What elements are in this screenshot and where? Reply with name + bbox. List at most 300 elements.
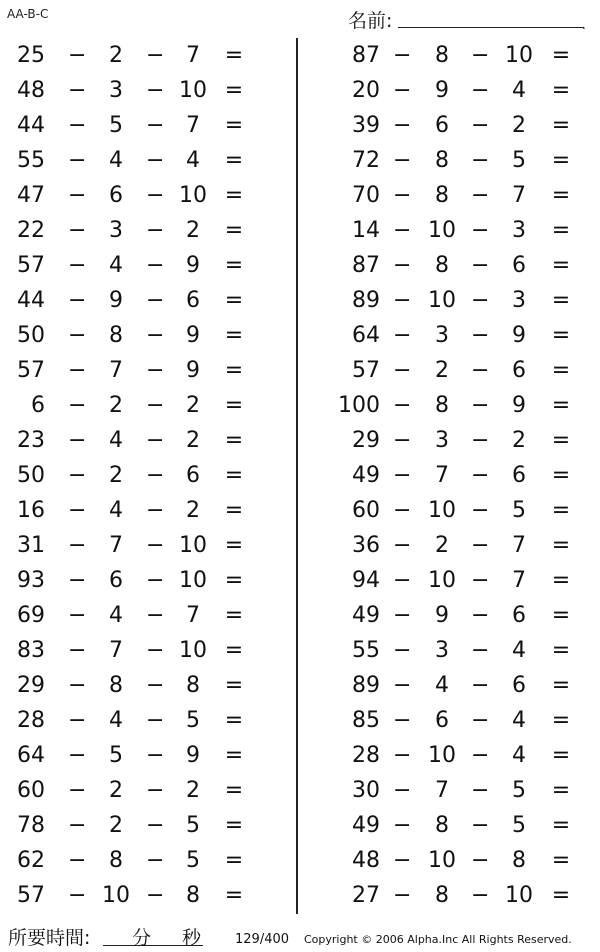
- minus-sign-1: −: [68, 253, 87, 278]
- third-number: 3: [512, 288, 526, 313]
- equals-sign: =: [551, 533, 571, 558]
- second-number: 2: [435, 358, 449, 383]
- first-number: 28: [17, 708, 45, 733]
- equals-sign: =: [224, 848, 244, 873]
- equals-sign: =: [551, 603, 571, 628]
- minus-sign-2: −: [146, 428, 165, 453]
- first-number: 29: [17, 673, 45, 698]
- second-number: 4: [109, 428, 123, 453]
- third-number: 6: [512, 253, 526, 278]
- first-number: 64: [352, 323, 380, 348]
- first-number: 55: [17, 148, 45, 173]
- first-number: 48: [352, 848, 380, 873]
- third-number: 6: [512, 673, 526, 698]
- name-field-line: [398, 27, 584, 28]
- equals-sign: =: [224, 288, 244, 313]
- second-number: 4: [435, 673, 449, 698]
- minus-sign-2: −: [471, 638, 490, 663]
- first-number: 62: [17, 848, 45, 873]
- second-number: 7: [435, 778, 449, 803]
- minus-sign-2: −: [471, 358, 490, 383]
- third-number: 6: [512, 603, 526, 628]
- third-number: 9: [186, 358, 200, 383]
- time-taken-label: 所要時間:: [8, 927, 91, 949]
- equals-sign: =: [224, 603, 244, 628]
- equals-sign: =: [551, 743, 571, 768]
- minus-sign-2: −: [471, 183, 490, 208]
- second-number: 8: [435, 183, 449, 208]
- second-number: 2: [435, 533, 449, 558]
- minus-sign-1: −: [68, 218, 87, 243]
- minus-sign-1: −: [68, 78, 87, 103]
- first-number: 22: [17, 218, 45, 243]
- first-number: 30: [352, 778, 380, 803]
- third-number: 2: [512, 428, 526, 453]
- second-number: 2: [109, 393, 123, 418]
- second-number: 7: [109, 533, 123, 558]
- second-number: 8: [109, 323, 123, 348]
- second-number: 9: [109, 288, 123, 313]
- equals-sign: =: [551, 813, 571, 838]
- minus-sign-1: −: [68, 568, 87, 593]
- minus-sign-1: −: [68, 638, 87, 663]
- first-number: 89: [352, 288, 380, 313]
- minus-sign-2: −: [471, 428, 490, 453]
- equals-sign: =: [551, 673, 571, 698]
- name-end-dot: .: [582, 18, 586, 32]
- minus-sign-1: −: [393, 778, 412, 803]
- second-number: 3: [109, 78, 123, 103]
- minus-sign-2: −: [146, 708, 165, 733]
- minus-sign-1: −: [68, 463, 87, 488]
- minus-sign-2: −: [146, 533, 165, 558]
- first-number: 39: [352, 113, 380, 138]
- second-number: 8: [109, 673, 123, 698]
- equals-sign: =: [224, 393, 244, 418]
- minus-sign-2: −: [471, 323, 490, 348]
- third-number: 6: [512, 358, 526, 383]
- third-number: 4: [512, 78, 526, 103]
- minus-sign-2: −: [471, 848, 490, 873]
- second-number: 8: [435, 148, 449, 173]
- equals-sign: =: [224, 673, 244, 698]
- second-number: 4: [109, 148, 123, 173]
- minus-sign-1: −: [393, 428, 412, 453]
- minus-sign-2: −: [471, 253, 490, 278]
- first-number: 100: [338, 393, 380, 418]
- third-number: 2: [186, 778, 200, 803]
- minus-sign-1: −: [393, 288, 412, 313]
- third-number: 2: [186, 498, 200, 523]
- third-number: 9: [186, 323, 200, 348]
- first-number: 14: [352, 218, 380, 243]
- second-number: 8: [435, 813, 449, 838]
- second-number: 2: [109, 43, 123, 68]
- first-number: 20: [352, 78, 380, 103]
- second-number: 10: [428, 498, 456, 523]
- minus-sign-2: −: [471, 463, 490, 488]
- first-number: 50: [17, 323, 45, 348]
- minus-sign-1: −: [393, 743, 412, 768]
- third-number: 5: [512, 778, 526, 803]
- first-number: 94: [352, 568, 380, 593]
- second-number: 8: [435, 43, 449, 68]
- minus-sign-1: −: [393, 813, 412, 838]
- second-number: 5: [109, 743, 123, 768]
- third-number: 7: [512, 183, 526, 208]
- first-number: 72: [352, 148, 380, 173]
- third-number: 2: [512, 113, 526, 138]
- second-number: 4: [109, 708, 123, 733]
- first-number: 47: [17, 183, 45, 208]
- equals-sign: =: [224, 218, 244, 243]
- second-number: 2: [109, 463, 123, 488]
- minus-sign-1: −: [68, 673, 87, 698]
- equals-sign: =: [224, 708, 244, 733]
- first-number: 25: [17, 43, 45, 68]
- first-number: 57: [352, 358, 380, 383]
- equals-sign: =: [551, 183, 571, 208]
- minus-sign-1: −: [393, 253, 412, 278]
- second-number: 10: [102, 883, 130, 908]
- second-number: 7: [109, 358, 123, 383]
- first-number: 6: [31, 393, 45, 418]
- minus-sign-2: −: [146, 113, 165, 138]
- equals-sign: =: [224, 148, 244, 173]
- minus-sign-2: −: [471, 43, 490, 68]
- third-number: 7: [186, 43, 200, 68]
- second-number: 8: [435, 253, 449, 278]
- second-number: 8: [435, 393, 449, 418]
- second-number: 3: [435, 638, 449, 663]
- page-number: 129/400: [235, 932, 290, 947]
- third-number: 7: [186, 113, 200, 138]
- minus-sign-2: −: [146, 673, 165, 698]
- minus-sign-1: −: [68, 743, 87, 768]
- equals-sign: =: [224, 43, 244, 68]
- equals-sign: =: [224, 113, 244, 138]
- minus-sign-1: −: [393, 218, 412, 243]
- second-number: 7: [435, 463, 449, 488]
- second-number: 3: [435, 323, 449, 348]
- minus-sign-1: −: [68, 813, 87, 838]
- minus-sign-2: −: [146, 568, 165, 593]
- second-number: 9: [435, 78, 449, 103]
- third-number: 10: [179, 183, 207, 208]
- equals-sign: =: [551, 463, 571, 488]
- minus-sign-2: −: [471, 568, 490, 593]
- third-number: 7: [512, 568, 526, 593]
- third-number: 5: [186, 708, 200, 733]
- minus-sign-1: −: [393, 603, 412, 628]
- first-number: 44: [17, 113, 45, 138]
- first-number: 55: [352, 638, 380, 663]
- minus-sign-1: −: [68, 43, 87, 68]
- second-number: 6: [435, 708, 449, 733]
- minus-sign-1: −: [68, 498, 87, 523]
- second-number: 6: [109, 568, 123, 593]
- minus-sign-2: −: [146, 358, 165, 383]
- minus-sign-2: −: [471, 533, 490, 558]
- equals-sign: =: [224, 778, 244, 803]
- third-number: 5: [186, 813, 200, 838]
- minus-sign-2: −: [471, 148, 490, 173]
- third-number: 10: [179, 568, 207, 593]
- second-number: 2: [109, 778, 123, 803]
- first-number: 83: [17, 638, 45, 663]
- third-number: 5: [186, 848, 200, 873]
- minus-sign-2: −: [471, 813, 490, 838]
- minus-sign-1: −: [68, 533, 87, 558]
- first-number: 27: [352, 883, 380, 908]
- name-label: 名前:: [348, 10, 393, 32]
- minus-sign-2: −: [471, 218, 490, 243]
- minus-sign-1: −: [68, 848, 87, 873]
- minus-sign-2: −: [146, 813, 165, 838]
- second-number: 6: [435, 113, 449, 138]
- minus-sign-1: −: [68, 183, 87, 208]
- equals-sign: =: [224, 183, 244, 208]
- minus-sign-2: −: [146, 288, 165, 313]
- minus-sign-2: −: [471, 743, 490, 768]
- third-number: 2: [186, 393, 200, 418]
- equals-sign: =: [551, 498, 571, 523]
- minus-sign-1: −: [68, 288, 87, 313]
- second-number: 10: [428, 568, 456, 593]
- equals-sign: =: [551, 113, 571, 138]
- minus-sign-2: −: [146, 603, 165, 628]
- second-number: 4: [109, 253, 123, 278]
- first-number: 93: [17, 568, 45, 593]
- minus-sign-2: −: [471, 778, 490, 803]
- minus-sign-1: −: [68, 778, 87, 803]
- third-number: 9: [186, 253, 200, 278]
- third-number: 4: [512, 708, 526, 733]
- worksheet-code: AA-B-C: [7, 7, 49, 21]
- minus-sign-1: −: [393, 358, 412, 383]
- first-number: 16: [17, 498, 45, 523]
- third-number: 5: [512, 148, 526, 173]
- minus-sign-1: −: [393, 113, 412, 138]
- second-number: 10: [428, 848, 456, 873]
- first-number: 44: [17, 288, 45, 313]
- equals-sign: =: [551, 883, 571, 908]
- first-number: 29: [352, 428, 380, 453]
- minus-sign-2: −: [471, 603, 490, 628]
- equals-sign: =: [224, 78, 244, 103]
- equals-sign: =: [551, 358, 571, 383]
- minus-sign-1: −: [68, 323, 87, 348]
- first-number: 85: [352, 708, 380, 733]
- minus-sign-2: −: [471, 393, 490, 418]
- third-number: 4: [186, 148, 200, 173]
- minus-sign-2: −: [146, 848, 165, 873]
- third-number: 4: [512, 638, 526, 663]
- first-number: 87: [352, 253, 380, 278]
- minus-sign-2: −: [146, 778, 165, 803]
- equals-sign: =: [224, 463, 244, 488]
- minus-sign-2: −: [146, 78, 165, 103]
- minus-sign-1: −: [68, 603, 87, 628]
- equals-sign: =: [551, 778, 571, 803]
- second-number: 10: [428, 288, 456, 313]
- first-number: 49: [352, 463, 380, 488]
- first-number: 64: [17, 743, 45, 768]
- first-number: 57: [17, 253, 45, 278]
- first-number: 69: [17, 603, 45, 628]
- equals-sign: =: [551, 218, 571, 243]
- first-number: 50: [17, 463, 45, 488]
- third-number: 4: [512, 743, 526, 768]
- second-number: 5: [109, 113, 123, 138]
- equals-sign: =: [551, 848, 571, 873]
- minus-sign-1: −: [393, 323, 412, 348]
- third-number: 9: [512, 323, 526, 348]
- first-number: 78: [17, 813, 45, 838]
- minus-sign-2: −: [471, 708, 490, 733]
- minus-sign-2: −: [471, 113, 490, 138]
- minus-sign-2: −: [146, 148, 165, 173]
- equals-sign: =: [551, 638, 571, 663]
- minus-sign-1: −: [68, 393, 87, 418]
- column-divider: [296, 38, 298, 914]
- first-number: 70: [352, 183, 380, 208]
- second-number: 10: [428, 743, 456, 768]
- equals-sign: =: [551, 428, 571, 453]
- first-number: 48: [17, 78, 45, 103]
- minus-sign-1: −: [393, 498, 412, 523]
- minus-sign-1: −: [393, 183, 412, 208]
- second-number: 6: [109, 183, 123, 208]
- minus-sign-1: −: [68, 708, 87, 733]
- first-number: 57: [17, 358, 45, 383]
- third-number: 7: [186, 603, 200, 628]
- third-number: 5: [512, 498, 526, 523]
- third-number: 8: [512, 848, 526, 873]
- equals-sign: =: [224, 428, 244, 453]
- second-number: 9: [435, 603, 449, 628]
- minus-sign-1: −: [393, 848, 412, 873]
- minus-sign-1: −: [393, 673, 412, 698]
- equals-sign: =: [224, 323, 244, 348]
- equals-sign: =: [551, 393, 571, 418]
- minus-sign-1: −: [393, 393, 412, 418]
- third-number: 9: [512, 393, 526, 418]
- equals-sign: =: [551, 43, 571, 68]
- third-number: 3: [512, 218, 526, 243]
- first-number: 49: [352, 603, 380, 628]
- minus-sign-1: −: [393, 883, 412, 908]
- equals-sign: =: [224, 743, 244, 768]
- minus-sign-2: −: [146, 743, 165, 768]
- third-number: 2: [186, 218, 200, 243]
- first-number: 36: [352, 533, 380, 558]
- minutes-unit: 分: [132, 927, 152, 949]
- first-number: 60: [17, 778, 45, 803]
- copyright-text: Copyright © 2006 Alpha.Inc All Rights Reserved.: [304, 933, 572, 946]
- minus-sign-2: −: [146, 183, 165, 208]
- first-number: 60: [352, 498, 380, 523]
- second-number: 8: [435, 883, 449, 908]
- minus-sign-2: −: [471, 288, 490, 313]
- minus-sign-2: −: [146, 883, 165, 908]
- minus-sign-1: −: [68, 148, 87, 173]
- equals-sign: =: [551, 253, 571, 278]
- first-number: 89: [352, 673, 380, 698]
- minus-sign-1: −: [68, 428, 87, 453]
- minus-sign-1: −: [393, 708, 412, 733]
- third-number: 5: [512, 813, 526, 838]
- first-number: 57: [17, 883, 45, 908]
- second-number: 3: [435, 428, 449, 453]
- minus-sign-2: −: [471, 498, 490, 523]
- second-number: 2: [109, 813, 123, 838]
- equals-sign: =: [224, 498, 244, 523]
- minus-sign-1: −: [68, 883, 87, 908]
- footer: [0, 923, 600, 952]
- minus-sign-2: −: [146, 218, 165, 243]
- second-number: 10: [428, 218, 456, 243]
- third-number: 8: [186, 883, 200, 908]
- third-number: 8: [186, 673, 200, 698]
- equals-sign: =: [551, 568, 571, 593]
- third-number: 7: [512, 533, 526, 558]
- first-number: 28: [352, 743, 380, 768]
- second-number: 8: [109, 848, 123, 873]
- second-number: 3: [109, 218, 123, 243]
- minus-sign-1: −: [393, 533, 412, 558]
- third-number: 10: [179, 638, 207, 663]
- third-number: 6: [186, 288, 200, 313]
- third-number: 10: [179, 533, 207, 558]
- third-number: 6: [186, 463, 200, 488]
- minus-sign-2: −: [471, 673, 490, 698]
- third-number: 9: [186, 743, 200, 768]
- equals-sign: =: [551, 148, 571, 173]
- equals-sign: =: [551, 323, 571, 348]
- equals-sign: =: [224, 813, 244, 838]
- minus-sign-2: −: [471, 78, 490, 103]
- first-number: 49: [352, 813, 380, 838]
- second-number: 4: [109, 498, 123, 523]
- equals-sign: =: [551, 708, 571, 733]
- minus-sign-2: −: [471, 883, 490, 908]
- equals-sign: =: [224, 638, 244, 663]
- minus-sign-1: −: [68, 358, 87, 383]
- minus-sign-2: −: [146, 498, 165, 523]
- equals-sign: =: [224, 568, 244, 593]
- first-number: 23: [17, 428, 45, 453]
- equals-sign: =: [224, 533, 244, 558]
- minus-sign-1: −: [393, 43, 412, 68]
- minus-sign-2: −: [146, 323, 165, 348]
- minus-sign-1: −: [393, 638, 412, 663]
- third-number: 6: [512, 463, 526, 488]
- minus-sign-2: −: [146, 253, 165, 278]
- third-number: 2: [186, 428, 200, 453]
- third-number: 10: [505, 883, 533, 908]
- minus-sign-2: −: [146, 393, 165, 418]
- equals-sign: =: [224, 358, 244, 383]
- minus-sign-1: −: [68, 113, 87, 138]
- second-number: 4: [109, 603, 123, 628]
- seconds-unit: 秒: [182, 927, 202, 949]
- minus-sign-1: −: [393, 463, 412, 488]
- second-number: 7: [109, 638, 123, 663]
- minus-sign-2: −: [146, 463, 165, 488]
- third-number: 10: [505, 43, 533, 68]
- minus-sign-2: −: [146, 43, 165, 68]
